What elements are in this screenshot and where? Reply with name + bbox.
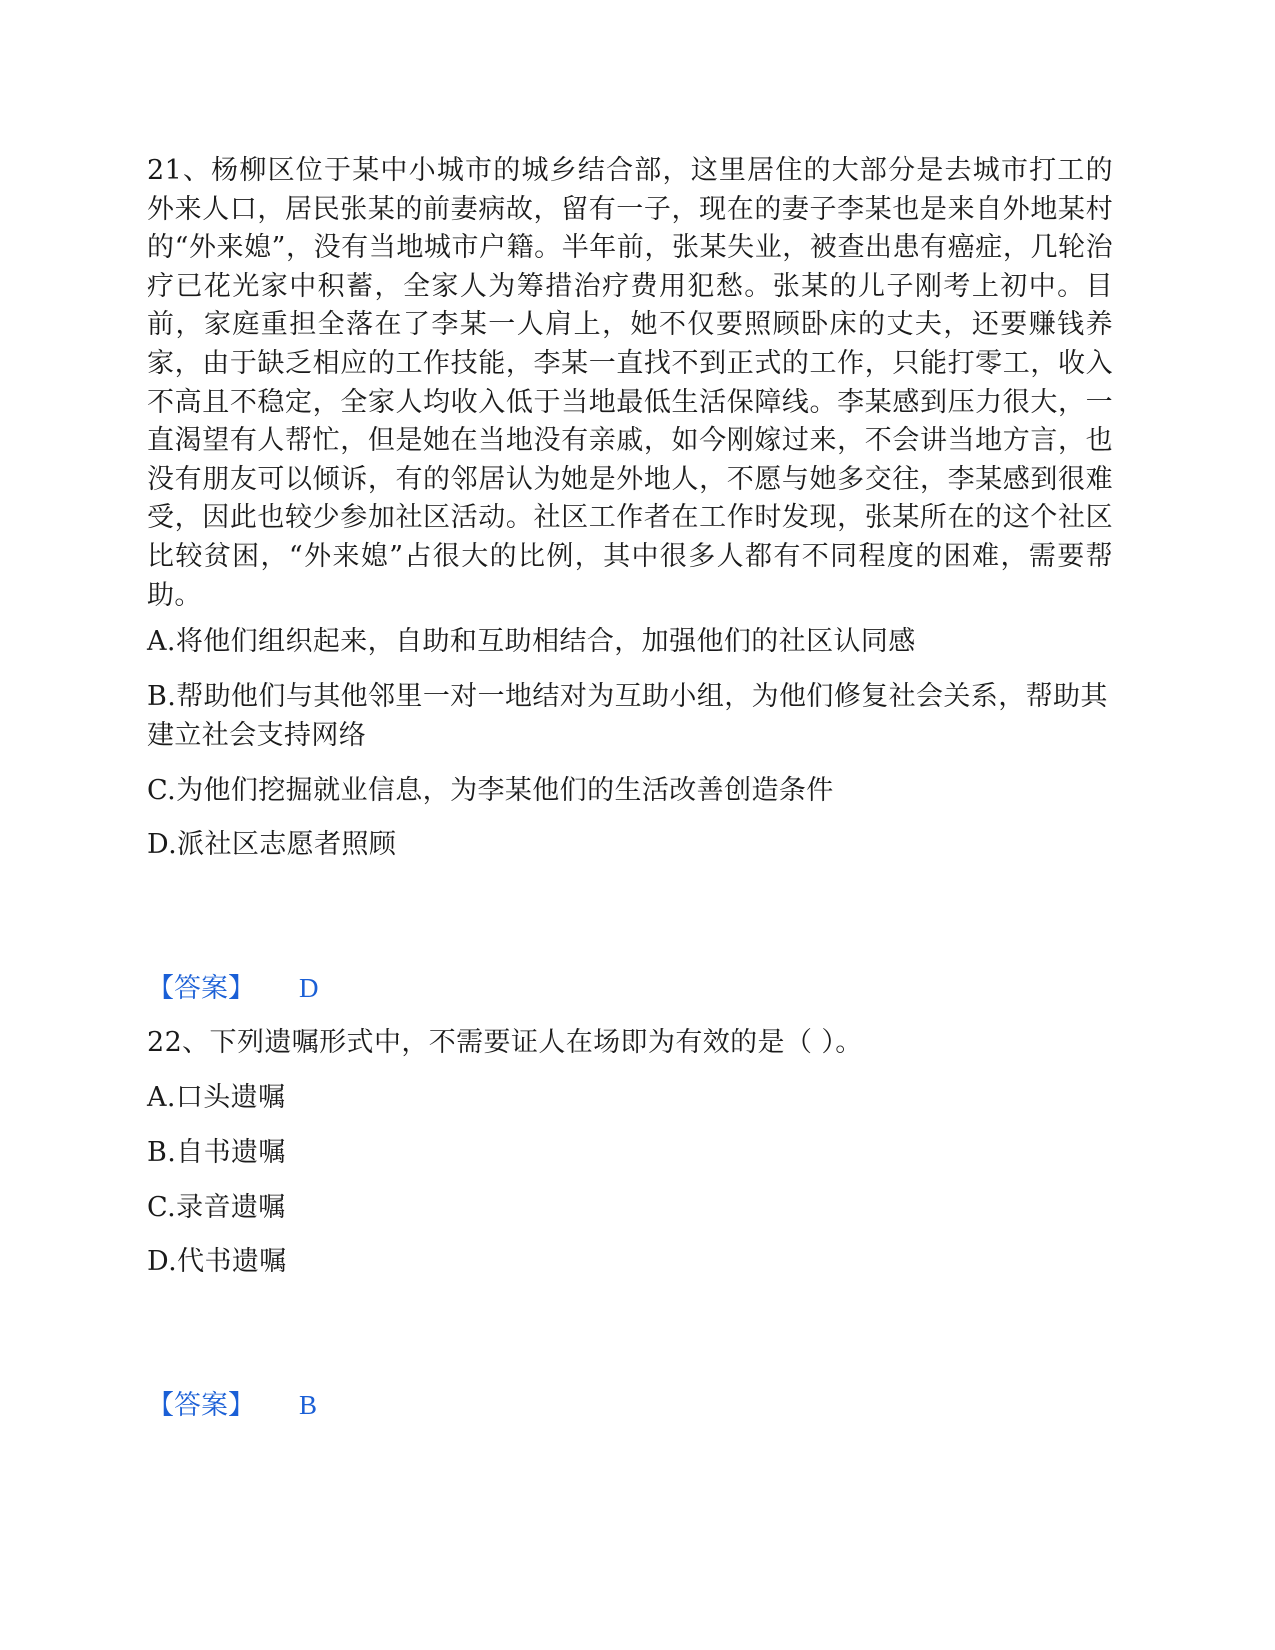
answer-value: D bbox=[299, 973, 319, 1003]
answer-label: 【答案】 bbox=[147, 973, 255, 1004]
question-22-answer bbox=[147, 1386, 317, 1425]
question-22-option-a: A.口头遗嘱 bbox=[147, 1082, 286, 1113]
question-21-stem: 21、杨柳区位于某中小城市的城乡结合部，这里居住的大部分是去城市打工的外来人口，居民张某的前妻病故，留有一子，现在的妻子李某也是来自外地某村的“外来媳”，没有当地城市户籍。半年前，张某失业，被查出患有癌症，几轮治疗已花光家中积蓄，全家人为筹措治疗费用犯愁。张某的儿子刚考上初中。目前，家庭重担全落在了李某一人肩上，她不仅要照顾卧床的丈夫，还要赚钱养家，由于缺乏相应的工作技能，李某一直找不到正式的工作，只能打零工，收入不高且不稳定，全家人均收入低于当地最低生活保障线。李某感到压力很大，一直渴望有人帮忙，但是她在当地没有亲戚，如今刚嫁过来，不会讲当地方言，也没有朋友可以倾诉，有的邻居认为她是外地人，不愿与她多交往，李某感到很难受，因此也较少参加社区活动。社区工作者在工作时发现，张某所在的这个社区比较贫困，“外来媳”占很大的比例，其中很多人都有不同程度的困难，需要帮助。 bbox=[147, 155, 1113, 611]
question-22-stem: 22、下列遗嘱形式中，不需要证人在场即为有效的是（ ）。 bbox=[147, 1027, 863, 1058]
question-22-option-c: C.录音遗嘱 bbox=[147, 1192, 286, 1223]
question-21-option-a: A.将他们组织起来，自助和互助相结合，加强他们的社区认同感 bbox=[147, 626, 916, 657]
answer-value: B bbox=[299, 1390, 318, 1420]
question-22-option-b: B.自书遗嘱 bbox=[147, 1137, 286, 1168]
question-21-answer bbox=[147, 969, 319, 1008]
question-21-option-b: B.帮助他们与其他邻里一对一地结对为互助小组，为他们修复社会关系，帮助其建立社会支持网络 bbox=[147, 681, 1108, 751]
answer-label: 【答案】 bbox=[147, 1390, 255, 1421]
question-21-option-c: C.为他们挖掘就业信息，为李某他们的生活改善创造条件 bbox=[147, 775, 834, 806]
question-22-option-d: D.代书遗嘱 bbox=[147, 1246, 287, 1277]
question-21-option-d: D.派社区志愿者照顾 bbox=[147, 829, 397, 860]
